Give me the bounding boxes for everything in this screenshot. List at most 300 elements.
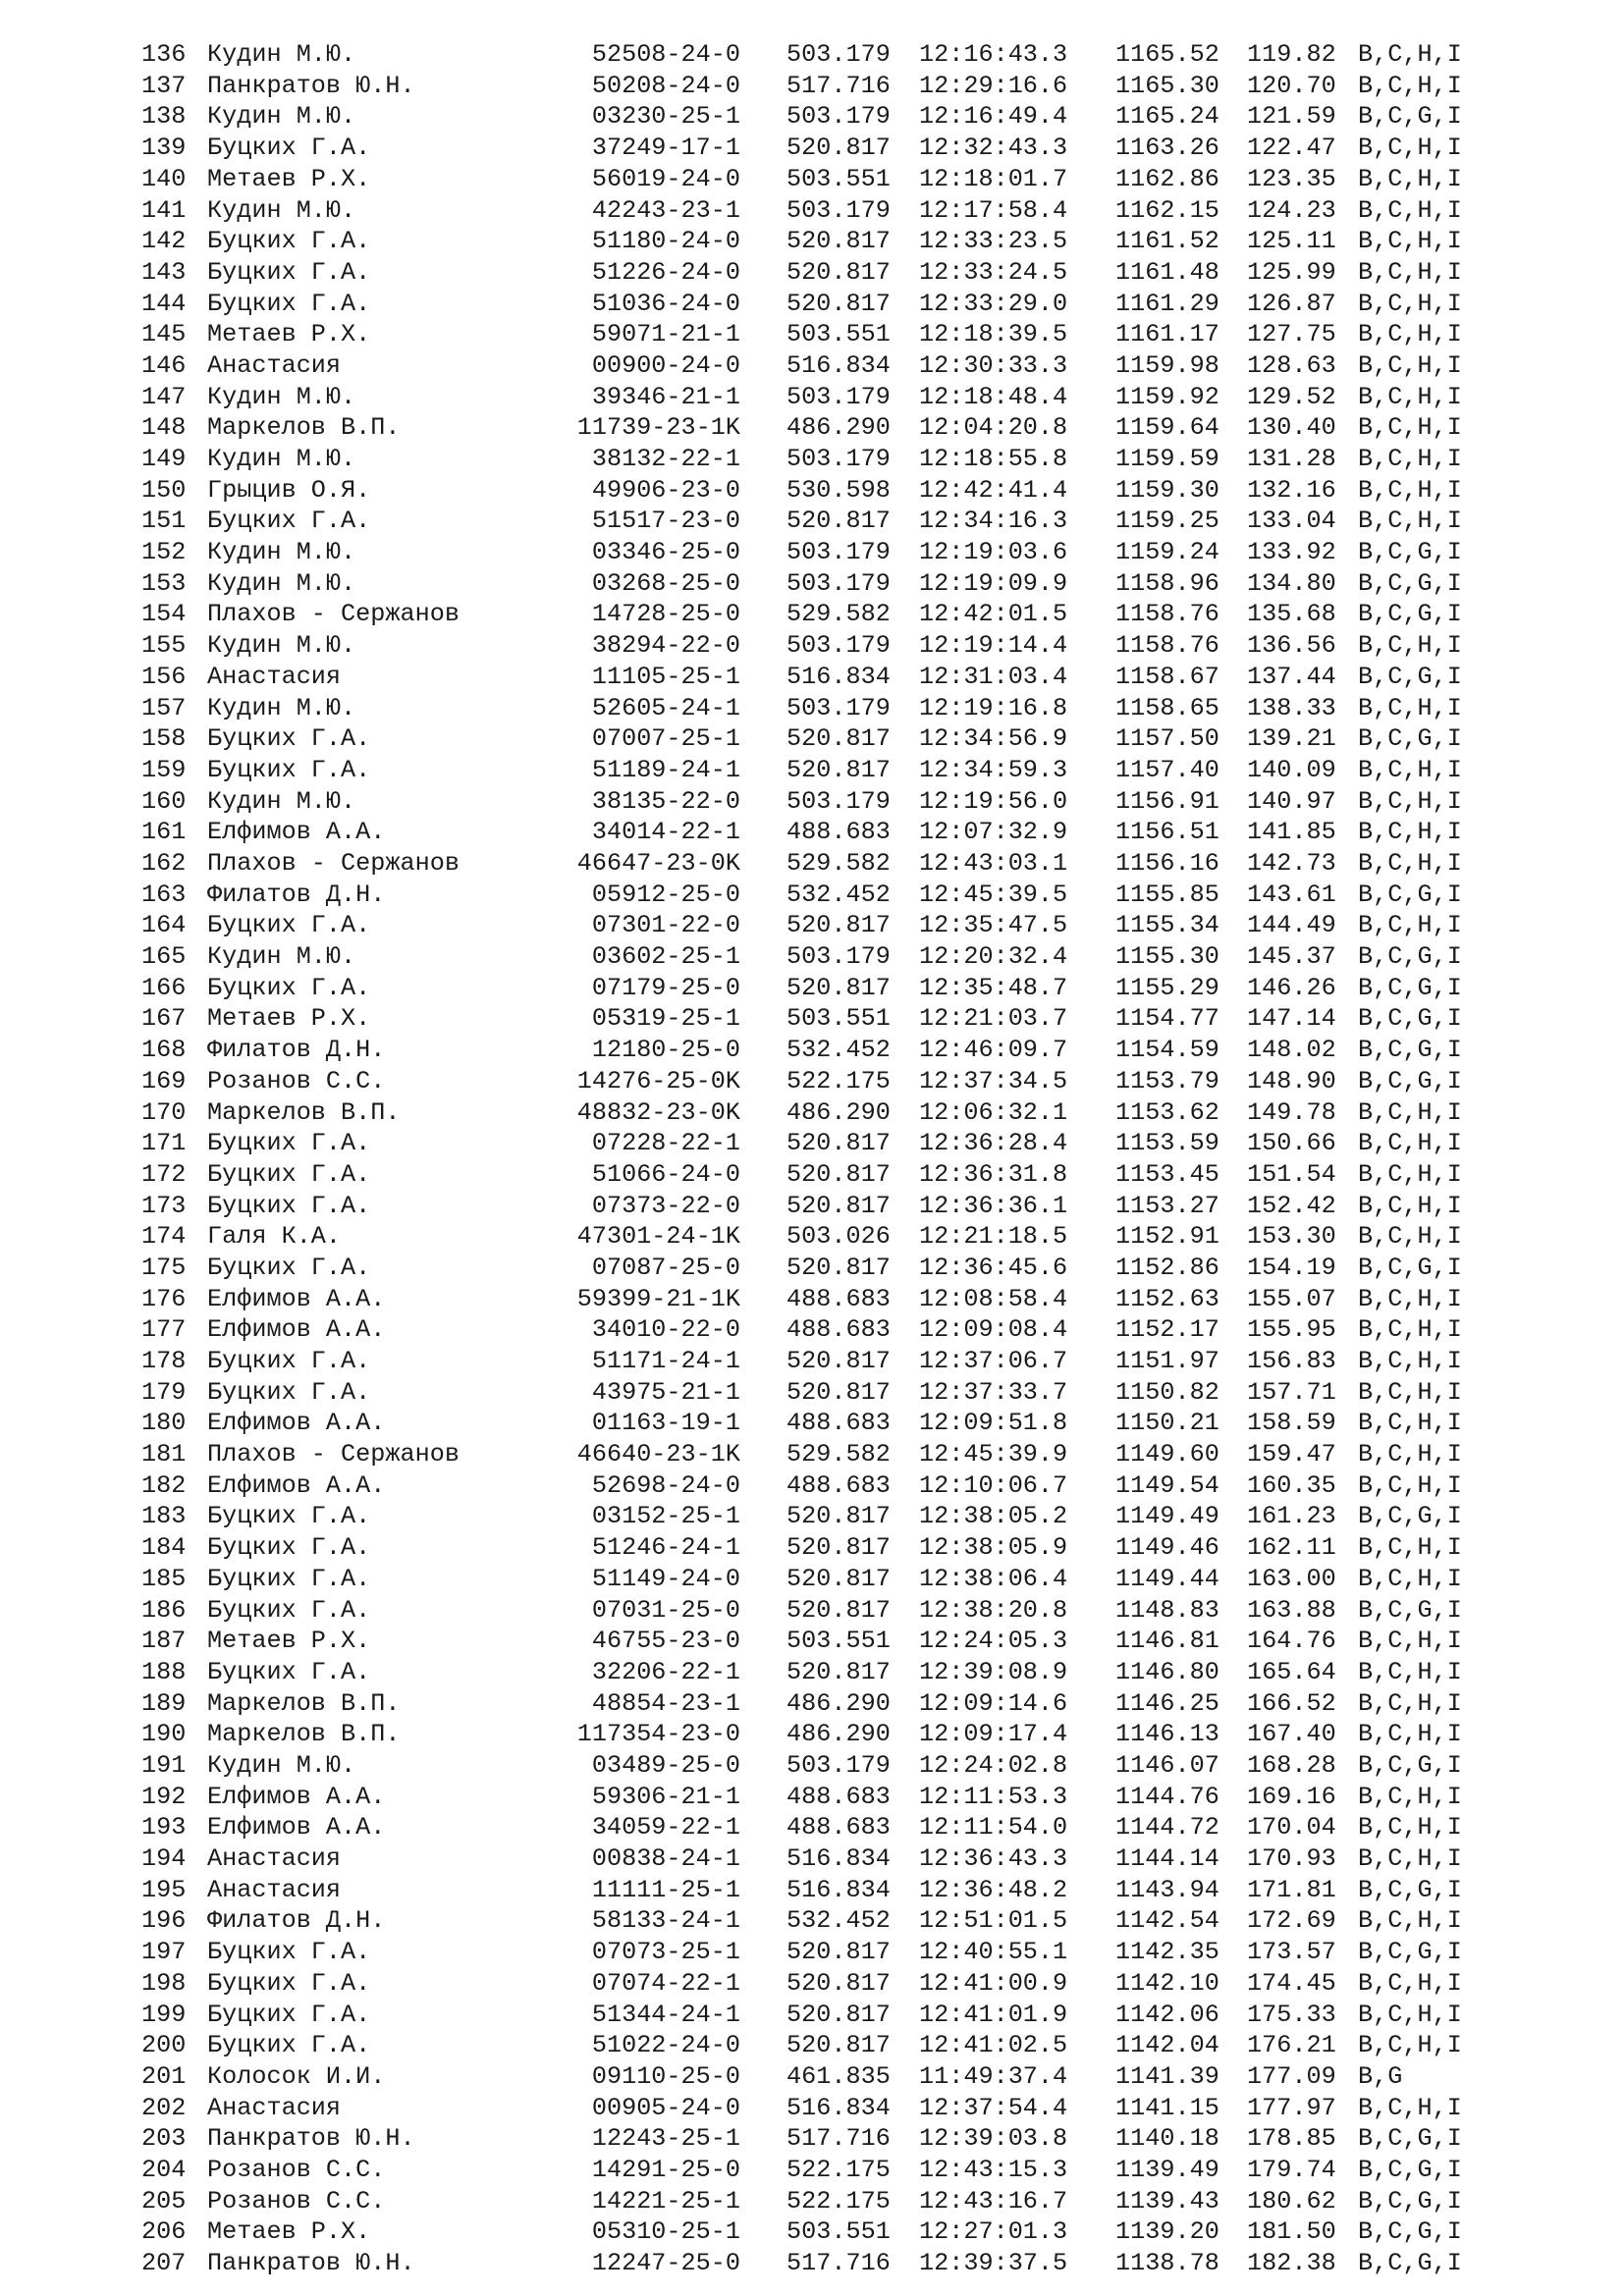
- ring-number-cell: 00900-24-0: [591, 350, 740, 380]
- ring-number-cell: 48832-23-0K: [576, 1097, 740, 1127]
- arrival-time-cell: 12:18:39.5: [919, 320, 1068, 349]
- fancier-name-cell: Буцких Г.А.: [207, 1595, 371, 1625]
- distance-cell: 522.175: [786, 2155, 891, 2184]
- arrival-time-cell: 12:36:48.2: [919, 1875, 1068, 1904]
- speed-cell: 1158.96: [1115, 568, 1219, 598]
- groups-cell: B,C,H,I: [1358, 1688, 1462, 1718]
- arrival-time-cell: 12:42:41.4: [919, 475, 1068, 505]
- arrival-time-cell: 12:36:36.1: [919, 1191, 1068, 1220]
- distance-cell: 503.179: [786, 693, 891, 722]
- arrival-time-cell: 12:45:39.9: [919, 1440, 1068, 1468]
- groups-cell: B,C,H,I: [1358, 350, 1462, 380]
- speed-cell: 1157.40: [1115, 755, 1219, 784]
- speed-cell: 1142.06: [1115, 2000, 1219, 2029]
- points-cell: 180.62: [1247, 2186, 1336, 2216]
- place-number-cell: 153: [141, 568, 187, 598]
- fancier-name-cell: Метаев Р.Х.: [207, 1004, 371, 1034]
- place-number-cell: 171: [141, 1129, 187, 1158]
- place-number-cell: 163: [141, 880, 187, 909]
- arrival-time-cell: 12:20:32.4: [919, 942, 1068, 971]
- speed-cell: 1156.91: [1115, 786, 1219, 816]
- speed-cell: 1159.92: [1115, 382, 1219, 411]
- arrival-time-cell: 12:38:05.9: [919, 1533, 1068, 1563]
- fancier-name-cell: Розанов С.С.: [207, 1066, 386, 1095]
- arrival-time-cell: 12:21:18.5: [919, 1222, 1068, 1252]
- place-number-cell: 166: [141, 973, 187, 1002]
- ring-number-cell: 12243-25-1: [591, 2124, 740, 2154]
- points-cell: 129.52: [1247, 382, 1336, 411]
- points-cell: 178.85: [1247, 2124, 1336, 2154]
- place-number-cell: 202: [141, 2093, 187, 2122]
- ring-number-cell: 38135-22-0: [591, 786, 740, 816]
- place-number-cell: 189: [141, 1688, 187, 1718]
- groups-cell: B,C,G,I: [1358, 973, 1462, 1002]
- place-number-cell: 200: [141, 2031, 187, 2060]
- ring-number-cell: 38294-22-0: [591, 631, 740, 661]
- points-cell: 173.57: [1247, 1938, 1336, 1967]
- place-number-cell: 185: [141, 1564, 187, 1593]
- ring-number-cell: 03230-25-1: [591, 102, 740, 132]
- place-number-cell: 199: [141, 2000, 187, 2029]
- points-cell: 140.09: [1247, 755, 1336, 784]
- distance-cell: 522.175: [786, 2186, 891, 2216]
- place-number-cell: 205: [141, 2186, 187, 2216]
- distance-cell: 503.179: [786, 445, 891, 473]
- points-cell: 163.88: [1247, 1595, 1336, 1625]
- fancier-name-cell: Филатов Д.Н.: [207, 880, 386, 909]
- groups-cell: B,C,H,I: [1358, 911, 1462, 940]
- distance-cell: 503.026: [786, 1222, 891, 1252]
- distance-cell: 520.817: [786, 1938, 891, 1967]
- groups-cell: B,C,H,I: [1358, 848, 1462, 878]
- fancier-name-cell: Елфимов А.А.: [207, 1409, 386, 1438]
- ring-number-cell: 14728-25-0: [591, 600, 740, 629]
- points-cell: 121.59: [1247, 102, 1336, 132]
- place-number-cell: 150: [141, 475, 187, 505]
- speed-cell: 1150.21: [1115, 1409, 1219, 1438]
- arrival-time-cell: 12:09:51.8: [919, 1409, 1068, 1438]
- ring-number-cell: 46640-23-1K: [576, 1440, 740, 1468]
- speed-cell: 1146.81: [1115, 1627, 1219, 1656]
- fancier-name-cell: Буцких Г.А.: [207, 1129, 371, 1158]
- points-cell: 127.75: [1247, 320, 1336, 349]
- arrival-time-cell: 12:39:03.8: [919, 2124, 1068, 2154]
- distance-cell: 516.834: [786, 2093, 891, 2122]
- place-number-cell: 138: [141, 102, 187, 132]
- speed-cell: 1155.29: [1115, 973, 1219, 1002]
- ring-number-cell: 03489-25-0: [591, 1751, 740, 1780]
- speed-cell: 1142.10: [1115, 1968, 1219, 1998]
- place-number-cell: 198: [141, 1968, 187, 1998]
- place-number-cell: 190: [141, 1720, 187, 1749]
- points-cell: 130.40: [1247, 413, 1336, 443]
- speed-cell: 1146.25: [1115, 1688, 1219, 1718]
- speed-cell: 1158.67: [1115, 662, 1219, 691]
- groups-cell: B,C,G,I: [1358, 2249, 1462, 2277]
- distance-cell: 532.452: [786, 880, 891, 909]
- place-number-cell: 179: [141, 1377, 187, 1407]
- points-cell: 124.23: [1247, 195, 1336, 225]
- distance-cell: 520.817: [786, 911, 891, 940]
- ring-number-cell: 51517-23-0: [591, 507, 740, 536]
- fancier-name-cell: Буцких Г.А.: [207, 1533, 371, 1563]
- place-number-cell: 197: [141, 1938, 187, 1967]
- points-cell: 126.87: [1247, 289, 1336, 318]
- speed-cell: 1143.94: [1115, 1875, 1219, 1904]
- arrival-time-cell: 12:38:05.2: [919, 1502, 1068, 1531]
- arrival-time-cell: 12:36:28.4: [919, 1129, 1068, 1158]
- points-cell: 141.85: [1247, 818, 1336, 847]
- ring-number-cell: 51149-24-0: [591, 1564, 740, 1593]
- speed-cell: 1159.24: [1115, 538, 1219, 566]
- points-cell: 125.11: [1247, 227, 1336, 256]
- groups-cell: B,C,H,I: [1358, 1470, 1462, 1500]
- groups-cell: B,C,H,I: [1358, 1813, 1462, 1842]
- distance-cell: 520.817: [786, 1595, 891, 1625]
- place-number-cell: 168: [141, 1036, 187, 1065]
- groups-cell: B,C,H,I: [1358, 1533, 1462, 1563]
- place-number-cell: 145: [141, 320, 187, 349]
- speed-cell: 1158.76: [1115, 631, 1219, 661]
- groups-cell: B,C,H,I: [1358, 40, 1462, 69]
- groups-cell: B,C,H,I: [1358, 786, 1462, 816]
- place-number-cell: 146: [141, 350, 187, 380]
- speed-cell: 1152.86: [1115, 1253, 1219, 1282]
- distance-cell: 530.598: [786, 475, 891, 505]
- fancier-name-cell: Буцких Г.А.: [207, 257, 371, 287]
- groups-cell: B,G: [1358, 2061, 1403, 2091]
- ring-number-cell: 07087-25-0: [591, 1253, 740, 1282]
- ring-number-cell: 34059-22-1: [591, 1813, 740, 1842]
- fancier-name-cell: Елфимов А.А.: [207, 1813, 386, 1842]
- distance-cell: 529.582: [786, 1440, 891, 1468]
- arrival-time-cell: 12:34:59.3: [919, 755, 1068, 784]
- arrival-time-cell: 12:16:49.4: [919, 102, 1068, 132]
- place-number-cell: 149: [141, 445, 187, 473]
- place-number-cell: 147: [141, 382, 187, 411]
- distance-cell: 520.817: [786, 2000, 891, 2029]
- speed-cell: 1144.76: [1115, 1782, 1219, 1811]
- place-number-cell: 164: [141, 911, 187, 940]
- distance-cell: 520.817: [786, 133, 891, 163]
- points-cell: 164.76: [1247, 1627, 1336, 1656]
- arrival-time-cell: 12:19:03.6: [919, 538, 1068, 566]
- ring-number-cell: 07031-25-0: [591, 1595, 740, 1625]
- fancier-name-cell: Елфимов А.А.: [207, 818, 386, 847]
- points-cell: 168.28: [1247, 1751, 1336, 1780]
- speed-cell: 1142.35: [1115, 1938, 1219, 1967]
- ring-number-cell: 00905-24-0: [591, 2093, 740, 2122]
- arrival-time-cell: 12:39:08.9: [919, 1657, 1068, 1686]
- distance-cell: 486.290: [786, 1688, 891, 1718]
- ring-number-cell: 47301-24-1K: [576, 1222, 740, 1252]
- groups-cell: B,C,H,I: [1358, 507, 1462, 536]
- place-number-cell: 158: [141, 724, 187, 754]
- ring-number-cell: 59399-21-1K: [576, 1284, 740, 1313]
- place-number-cell: 191: [141, 1751, 187, 1780]
- fancier-name-cell: Метаев Р.Х.: [207, 320, 371, 349]
- distance-cell: 503.179: [786, 195, 891, 225]
- fancier-name-cell: Буцких Г.А.: [207, 1347, 371, 1375]
- distance-cell: 522.175: [786, 1066, 891, 1095]
- ring-number-cell: 39346-21-1: [591, 382, 740, 411]
- distance-cell: 503.179: [786, 1751, 891, 1780]
- points-cell: 177.09: [1247, 2061, 1336, 2091]
- groups-cell: B,C,G,I: [1358, 662, 1462, 691]
- fancier-name-cell: Кудин М.Ю.: [207, 693, 356, 722]
- place-number-cell: 167: [141, 1004, 187, 1034]
- ring-number-cell: 52698-24-0: [591, 1470, 740, 1500]
- distance-cell: 520.817: [786, 755, 891, 784]
- groups-cell: B,C,G,I: [1358, 1751, 1462, 1780]
- points-cell: 122.47: [1247, 133, 1336, 163]
- distance-cell: 520.817: [786, 1191, 891, 1220]
- fancier-name-cell: Плахов - Сержанов: [207, 848, 460, 878]
- distance-cell: 516.834: [786, 662, 891, 691]
- fancier-name-cell: Кудин М.Ю.: [207, 1751, 356, 1780]
- distance-cell: 486.290: [786, 1720, 891, 1749]
- fancier-name-cell: Елфимов А.А.: [207, 1782, 386, 1811]
- ring-number-cell: 51171-24-1: [591, 1347, 740, 1375]
- speed-cell: 1141.39: [1115, 2061, 1219, 2091]
- points-cell: 131.28: [1247, 445, 1336, 473]
- ring-number-cell: 14291-25-0: [591, 2155, 740, 2184]
- ring-number-cell: 34014-22-1: [591, 818, 740, 847]
- speed-cell: 1142.04: [1115, 2031, 1219, 2060]
- points-cell: 158.59: [1247, 1409, 1336, 1438]
- ring-number-cell: 07074-22-1: [591, 1968, 740, 1998]
- fancier-name-cell: Кудин М.Ю.: [207, 631, 356, 661]
- distance-cell: 486.290: [786, 1097, 891, 1127]
- groups-cell: B,C,G,I: [1358, 2186, 1462, 2216]
- distance-cell: 503.551: [786, 1627, 891, 1656]
- points-cell: 123.35: [1247, 164, 1336, 193]
- fancier-name-cell: Буцких Г.А.: [207, 911, 371, 940]
- points-cell: 157.71: [1247, 1377, 1336, 1407]
- fancier-name-cell: Анастасия: [207, 662, 342, 691]
- groups-cell: B,C,G,I: [1358, 1938, 1462, 1967]
- place-number-cell: 161: [141, 818, 187, 847]
- arrival-time-cell: 12:37:34.5: [919, 1066, 1068, 1095]
- speed-cell: 1149.44: [1115, 1564, 1219, 1593]
- points-cell: 120.70: [1247, 71, 1336, 100]
- groups-cell: B,C,G,I: [1358, 2124, 1462, 2154]
- place-number-cell: 203: [141, 2124, 187, 2154]
- arrival-time-cell: 12:33:23.5: [919, 227, 1068, 256]
- distance-cell: 503.551: [786, 1004, 891, 1034]
- fancier-name-cell: Кудин М.Ю.: [207, 786, 356, 816]
- fancier-name-cell: Буцких Г.А.: [207, 133, 371, 163]
- fancier-name-cell: Метаев Р.Х.: [207, 164, 371, 193]
- arrival-time-cell: 12:09:08.4: [919, 1315, 1068, 1345]
- points-cell: 137.44: [1247, 662, 1336, 691]
- fancier-name-cell: Галя К.А.: [207, 1222, 342, 1252]
- distance-cell: 532.452: [786, 1036, 891, 1065]
- speed-cell: 1161.17: [1115, 320, 1219, 349]
- fancier-name-cell: Панкратов Ю.Н.: [207, 2249, 415, 2277]
- fancier-name-cell: Розанов С.С.: [207, 2186, 386, 2216]
- arrival-time-cell: 12:36:45.6: [919, 1253, 1068, 1282]
- points-cell: 177.97: [1247, 2093, 1336, 2122]
- speed-cell: 1149.54: [1115, 1470, 1219, 1500]
- arrival-time-cell: 12:09:14.6: [919, 1688, 1068, 1718]
- groups-cell: B,C,H,I: [1358, 755, 1462, 784]
- distance-cell: 520.817: [786, 1159, 891, 1189]
- points-cell: 167.40: [1247, 1720, 1336, 1749]
- fancier-name-cell: Буцких Г.А.: [207, 1938, 371, 1967]
- arrival-time-cell: 12:19:14.4: [919, 631, 1068, 661]
- arrival-time-cell: 12:18:55.8: [919, 445, 1068, 473]
- speed-cell: 1152.91: [1115, 1222, 1219, 1252]
- place-number-cell: 176: [141, 1284, 187, 1313]
- fancier-name-cell: Кудин М.Ю.: [207, 382, 356, 411]
- groups-cell: B,C,G,I: [1358, 600, 1462, 629]
- arrival-time-cell: 12:43:03.1: [919, 848, 1068, 878]
- groups-cell: B,C,H,I: [1358, 1347, 1462, 1375]
- arrival-time-cell: 12:34:56.9: [919, 724, 1068, 754]
- ring-number-cell: 12180-25-0: [591, 1036, 740, 1065]
- place-number-cell: 155: [141, 631, 187, 661]
- groups-cell: B,C,G,I: [1358, 1066, 1462, 1095]
- arrival-time-cell: 12:35:48.7: [919, 973, 1068, 1002]
- place-number-cell: 156: [141, 662, 187, 691]
- arrival-time-cell: 12:41:00.9: [919, 1968, 1068, 1998]
- points-cell: 128.63: [1247, 350, 1336, 380]
- speed-cell: 1139.49: [1115, 2155, 1219, 2184]
- groups-cell: B,C,G,I: [1358, 538, 1462, 566]
- arrival-time-cell: 12:37:06.7: [919, 1347, 1068, 1375]
- place-number-cell: 173: [141, 1191, 187, 1220]
- groups-cell: B,C,H,I: [1358, 2031, 1462, 2060]
- fancier-name-cell: Анастасия: [207, 1844, 342, 1873]
- distance-cell: 520.817: [786, 724, 891, 754]
- ring-number-cell: 14276-25-0K: [576, 1066, 740, 1095]
- distance-cell: 529.582: [786, 848, 891, 878]
- arrival-time-cell: 12:31:03.4: [919, 662, 1068, 691]
- ring-number-cell: 11105-25-1: [591, 662, 740, 691]
- fancier-name-cell: Розанов С.С.: [207, 2155, 386, 2184]
- arrival-time-cell: 12:10:06.7: [919, 1470, 1068, 1500]
- speed-cell: 1139.43: [1115, 2186, 1219, 2216]
- place-number-cell: 183: [141, 1502, 187, 1531]
- place-number-cell: 180: [141, 1409, 187, 1438]
- groups-cell: B,C,G,I: [1358, 568, 1462, 598]
- points-cell: 175.33: [1247, 2000, 1336, 2029]
- distance-cell: 517.716: [786, 2124, 891, 2154]
- points-cell: 145.37: [1247, 942, 1336, 971]
- speed-cell: 1157.50: [1115, 724, 1219, 754]
- ring-number-cell: 51344-24-1: [591, 2000, 740, 2029]
- speed-cell: 1153.27: [1115, 1191, 1219, 1220]
- distance-cell: 503.179: [786, 568, 891, 598]
- speed-cell: 1154.77: [1115, 1004, 1219, 1034]
- ring-number-cell: 07179-25-0: [591, 973, 740, 1002]
- fancier-name-cell: Панкратов Ю.Н.: [207, 2124, 415, 2154]
- arrival-time-cell: 12:42:01.5: [919, 600, 1068, 629]
- groups-cell: B,C,H,I: [1358, 1782, 1462, 1811]
- distance-cell: 503.179: [786, 786, 891, 816]
- points-cell: 151.54: [1247, 1159, 1336, 1189]
- speed-cell: 1158.65: [1115, 693, 1219, 722]
- fancier-name-cell: Филатов Д.Н.: [207, 1036, 386, 1065]
- distance-cell: 503.551: [786, 2217, 891, 2247]
- fancier-name-cell: Буцких Г.А.: [207, 507, 371, 536]
- ring-number-cell: 51066-24-0: [591, 1159, 740, 1189]
- speed-cell: 1159.25: [1115, 507, 1219, 536]
- fancier-name-cell: Буцких Г.А.: [207, 227, 371, 256]
- distance-cell: 520.817: [786, 1502, 891, 1531]
- groups-cell: B,C,H,I: [1358, 1440, 1462, 1468]
- place-number-cell: 139: [141, 133, 187, 163]
- speed-cell: 1161.48: [1115, 257, 1219, 287]
- groups-cell: B,C,H,I: [1358, 1377, 1462, 1407]
- speed-cell: 1161.52: [1115, 227, 1219, 256]
- points-cell: 182.38: [1247, 2249, 1336, 2277]
- fancier-name-cell: Маркелов В.П.: [207, 1688, 401, 1718]
- ring-number-cell: 12247-25-0: [591, 2249, 740, 2277]
- groups-cell: B,C,G,I: [1358, 1253, 1462, 1282]
- arrival-time-cell: 12:18:01.7: [919, 164, 1068, 193]
- groups-cell: B,C,H,I: [1358, 1906, 1462, 1936]
- fancier-name-cell: Буцких Г.А.: [207, 1564, 371, 1593]
- groups-cell: B,C,H,I: [1358, 1222, 1462, 1252]
- distance-cell: 520.817: [786, 227, 891, 256]
- groups-cell: B,C,H,I: [1358, 164, 1462, 193]
- place-number-cell: 162: [141, 848, 187, 878]
- distance-cell: 517.716: [786, 71, 891, 100]
- points-cell: 159.47: [1247, 1440, 1336, 1468]
- place-number-cell: 192: [141, 1782, 187, 1811]
- distance-cell: 520.817: [786, 257, 891, 287]
- distance-cell: 503.551: [786, 320, 891, 349]
- distance-cell: 520.817: [786, 1253, 891, 1282]
- distance-cell: 488.683: [786, 1470, 891, 1500]
- speed-cell: 1153.62: [1115, 1097, 1219, 1127]
- speed-cell: 1153.45: [1115, 1159, 1219, 1189]
- speed-cell: 1139.20: [1115, 2217, 1219, 2247]
- distance-cell: 503.179: [786, 102, 891, 132]
- points-cell: 163.00: [1247, 1564, 1336, 1593]
- points-cell: 136.56: [1247, 631, 1336, 661]
- distance-cell: 520.817: [786, 507, 891, 536]
- distance-cell: 520.817: [786, 1968, 891, 1998]
- distance-cell: 503.179: [786, 942, 891, 971]
- arrival-time-cell: 12:43:15.3: [919, 2155, 1068, 2184]
- groups-cell: B,C,H,I: [1358, 1129, 1462, 1158]
- arrival-time-cell: 12:33:24.5: [919, 257, 1068, 287]
- fancier-name-cell: Буцких Г.А.: [207, 1657, 371, 1686]
- place-number-cell: 152: [141, 538, 187, 566]
- speed-cell: 1159.98: [1115, 350, 1219, 380]
- ring-number-cell: 09110-25-0: [591, 2061, 740, 2091]
- fancier-name-cell: Буцких Г.А.: [207, 1253, 371, 1282]
- ring-number-cell: 11111-25-1: [591, 1875, 740, 1904]
- ring-number-cell: 37249-17-1: [591, 133, 740, 163]
- ring-number-cell: 59071-21-1: [591, 320, 740, 349]
- ring-number-cell: 07301-22-0: [591, 911, 740, 940]
- groups-cell: B,C,H,I: [1358, 1159, 1462, 1189]
- distance-cell: 461.835: [786, 2061, 891, 2091]
- arrival-time-cell: 12:06:32.1: [919, 1097, 1068, 1127]
- points-cell: 171.81: [1247, 1875, 1336, 1904]
- speed-cell: 1144.14: [1115, 1844, 1219, 1873]
- place-number-cell: 207: [141, 2249, 187, 2277]
- speed-cell: 1153.79: [1115, 1066, 1219, 1095]
- speed-cell: 1149.60: [1115, 1440, 1219, 1468]
- ring-number-cell: 00838-24-1: [591, 1844, 740, 1873]
- distance-cell: 520.817: [786, 1377, 891, 1407]
- distance-cell: 488.683: [786, 818, 891, 847]
